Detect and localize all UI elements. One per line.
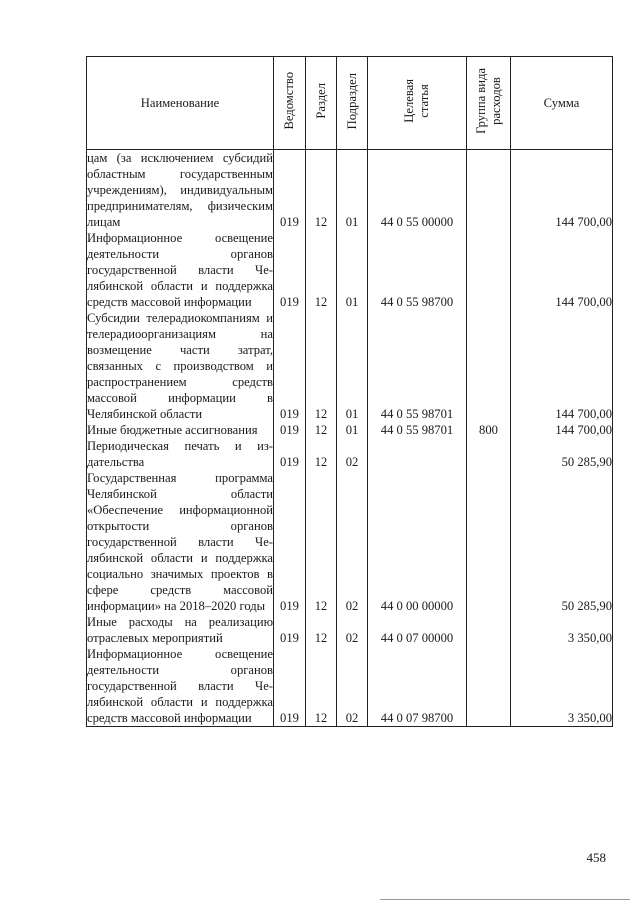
row-name: Периодическая печать и издательства xyxy=(87,439,273,469)
column-header-summa: Сумма xyxy=(511,57,613,150)
column-header-celevaya-statya: Целевая статья xyxy=(368,57,467,150)
column-header-razdel: Раздел xyxy=(306,57,337,150)
row-gruppa-rashodov xyxy=(467,438,511,470)
table-header xyxy=(87,57,613,150)
row-vedomstvo: 019 xyxy=(274,310,306,422)
row-name: Иные бюджетные ассигнования xyxy=(87,422,274,438)
table-row xyxy=(87,646,613,727)
row-summa: 144 700,00 xyxy=(511,150,613,231)
row-podrazdel: 01 xyxy=(337,422,368,438)
column-header-gruppa-vida-rashodov: Группа вида расходов xyxy=(467,57,511,150)
row-vedomstvo: 019 xyxy=(274,646,306,727)
column-header-vedomstvo: Ведомство xyxy=(274,57,306,150)
row-gruppa-rashodov xyxy=(467,310,511,422)
row-podrazdel: 01 xyxy=(337,310,368,422)
column-header-name: Наименование xyxy=(87,57,274,150)
row-celevaya-statya: 44 0 55 98701 xyxy=(368,310,467,422)
row-celevaya-statya: 44 0 07 98700 xyxy=(368,646,467,727)
row-celevaya-statya: 44 0 00 00000 xyxy=(368,470,467,614)
row-celevaya-statya: 44 0 55 00000 xyxy=(368,150,467,231)
row-gruppa-rashodov xyxy=(467,230,511,310)
row-vedomstvo: 019 xyxy=(274,150,306,231)
row-celevaya-statya: 44 0 55 98700 xyxy=(368,230,467,310)
row-podrazdel: 02 xyxy=(337,646,368,727)
row-vedomstvo: 019 xyxy=(274,470,306,614)
table-row xyxy=(87,310,613,422)
row-razdel: 12 xyxy=(306,230,337,310)
row-podrazdel: 02 xyxy=(337,614,368,646)
row-razdel: 12 xyxy=(306,422,337,438)
row-celevaya-statya: 44 0 55 98701 xyxy=(368,422,467,438)
row-vedomstvo: 019 xyxy=(274,438,306,470)
table-body xyxy=(87,150,613,727)
row-razdel: 12 xyxy=(306,470,337,614)
row-summa: 50 285,90 xyxy=(511,470,613,614)
table-row xyxy=(87,150,613,231)
row-summa: 50 285,90 xyxy=(511,438,613,470)
row-gruppa-rashodov xyxy=(467,614,511,646)
row-podrazdel: 01 xyxy=(337,150,368,231)
page-number: 458 xyxy=(586,850,606,865)
table-row xyxy=(87,230,613,310)
row-name: Субсидии телерадиокомпаниям и телерадиоорганизациям на возмещение части затрат, связанных с производством и распространением средств массовой информации в Челябинской области xyxy=(87,311,273,421)
row-name: Информационное освещение деятельности органов государственной власти Челябинской области и поддержка средств массовой информации xyxy=(87,231,273,309)
row-podrazdel: 02 xyxy=(337,470,368,614)
row-celevaya-statya: 44 0 07 00000 xyxy=(368,614,467,646)
row-gruppa-rashodov xyxy=(467,150,511,231)
row-podrazdel: 02 xyxy=(337,438,368,470)
row-gruppa-rashodov: 800 xyxy=(467,422,511,438)
row-summa: 144 700,00 xyxy=(511,422,613,438)
row-celevaya-statya xyxy=(368,438,467,470)
row-razdel: 12 xyxy=(306,150,337,231)
row-name: Иные расходы на реализацию отраслевых мероприятий xyxy=(87,615,273,645)
table-row xyxy=(87,438,613,470)
table-row xyxy=(87,614,613,646)
row-summa: 3 350,00 xyxy=(511,614,613,646)
row-summa: 144 700,00 xyxy=(511,310,613,422)
table-row xyxy=(87,470,613,614)
row-vedomstvo: 019 xyxy=(274,614,306,646)
row-name: цам (за исключением субсидий областным государственным учреждениям), индивидуальным предпринимателям, физическим лицам xyxy=(87,151,273,229)
scan-edge-line xyxy=(380,899,630,900)
row-summa: 3 350,00 xyxy=(511,646,613,727)
table-row xyxy=(87,422,613,438)
row-gruppa-rashodov xyxy=(467,470,511,614)
row-summa: 144 700,00 xyxy=(511,230,613,310)
row-vedomstvo: 019 xyxy=(274,230,306,310)
row-vedomstvo: 019 xyxy=(274,422,306,438)
row-podrazdel: 01 xyxy=(337,230,368,310)
row-name: Государственная программа Челябинской области «Обеспечение информационной открытости органов государственной власти Челябинской области и поддержка социально значимых проектов в сфере средств массовой информации» на 2018–2020 годы xyxy=(87,471,273,613)
row-gruppa-rashodov xyxy=(467,646,511,727)
row-razdel: 12 xyxy=(306,310,337,422)
row-razdel: 12 xyxy=(306,614,337,646)
row-name: Информационное освещение деятельности органов государственной власти Челябинской области и поддержка средств массовой информации xyxy=(87,647,273,725)
budget-table xyxy=(86,56,613,727)
row-razdel: 12 xyxy=(306,646,337,727)
row-razdel: 12 xyxy=(306,438,337,470)
column-header-podrazdel: Подраздел xyxy=(337,57,368,150)
